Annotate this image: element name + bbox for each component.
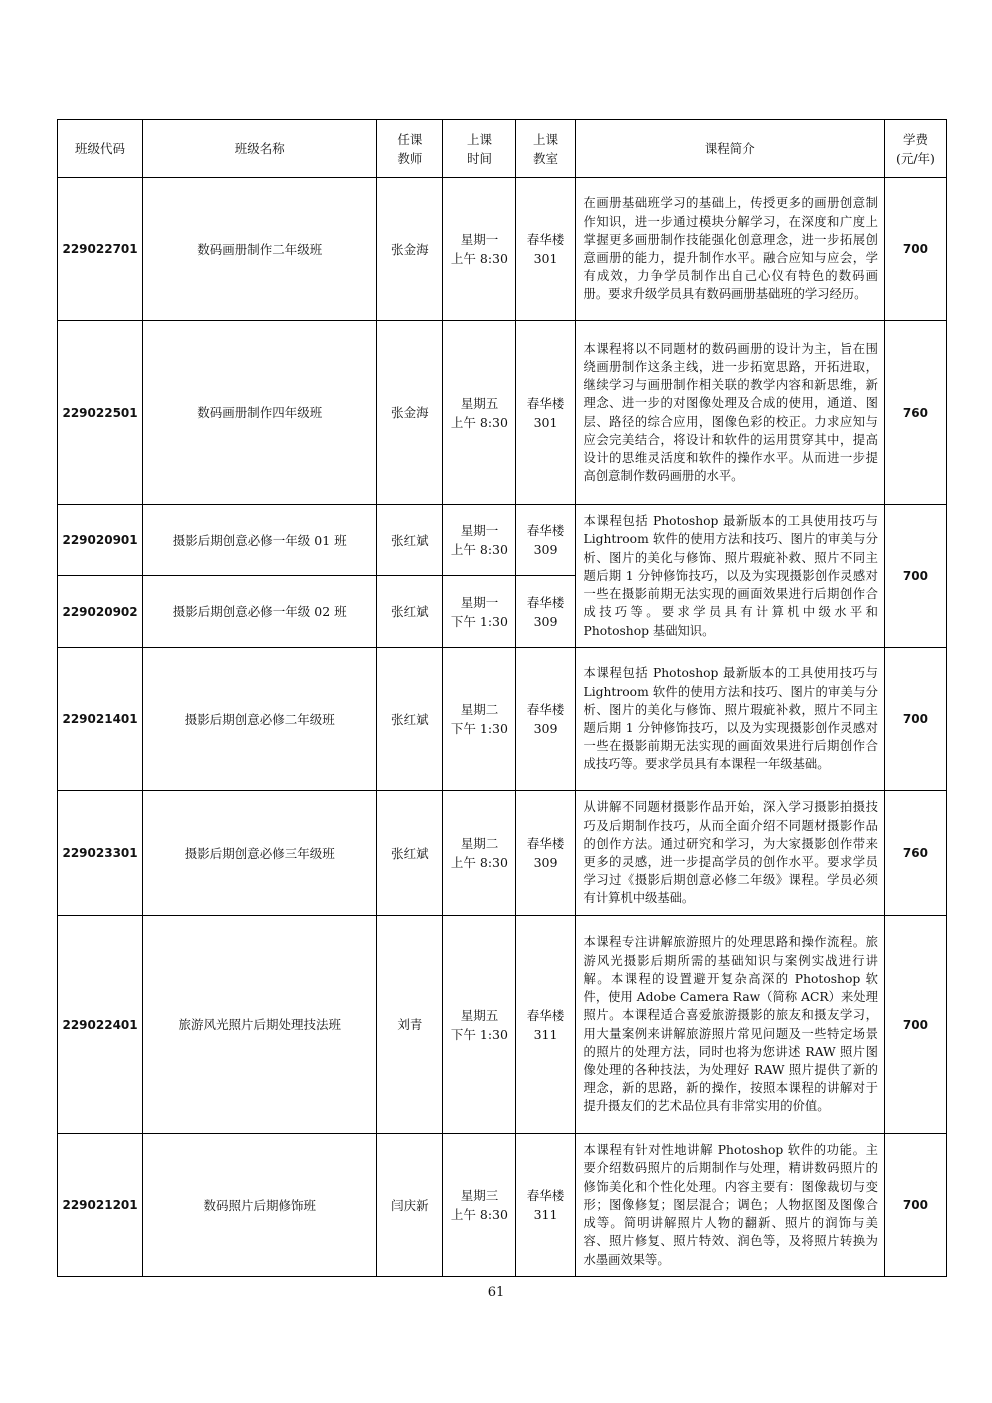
course-intro: 在画册基础班学习的基础上，传授更多的画册创意制作知识，进一步通过模块分解学习，在深度和广度上掌握更多画册制作技能强化创意理念，进一步拓展创意画册的能力，提升制作水平。融合应知与应会，学有成效，力争学员制作出自己心仪有特色的数码画册。要求升级学员具有数码画册基础班的学习经历。 [575, 178, 884, 321]
course-intro: 本课程专注讲解旅游照片的处理思路和操作流程。旅游风光摄影后期所需的基础知识与案例实战进行讲解。本课程的设置避开复杂高深的 Photoshop 软件，使用 Adobe Camera Raw（简称 ACR）来处理照片。本课程适合喜爱旅游摄影的旅友和摄友学习，用大量案例来讲解旅游照片常见问题及一些特定场景的照片的处理方法，同时也将为您讲述 RAW 照片图像处理的各种技法，为处理好 RAW 照片提供了新的理念，新的思路，新的操作，按照本课程的讲解对于提升摄友们的艺术品位具有非常实用的价值。 [575, 916, 884, 1134]
table-row [58, 791, 947, 916]
class-name: 摄影后期创意必修三年级班 [143, 791, 377, 916]
table-row [58, 321, 947, 505]
course-intro: 本课程包括 Photoshop 最新版本的工具使用技巧与 Lightroom 软件的使用方法和技巧、图片的审美与分析、图片的美化与修饰、照片瑕疵补救，照片不同主题后期 1 分钟修饰技巧，以及为实现摄影创作灵感对一些在摄影前期无法实现的画面效果进行后期创作合成技巧等。要求学员具有本课程一年级基础。 [575, 648, 884, 791]
teacher: 闫庆新 [377, 1134, 443, 1277]
header-intro: 课程简介 [575, 120, 884, 178]
header-row [58, 120, 947, 178]
course-intro: 本课程包括 Photoshop 最新版本的工具使用技巧与 Lightroom 软件的使用方法和技巧、图片的审美与分析、图片的美化与修饰、照片瑕疵补救、照片不同主题后期 1 分钟修饰技巧，以及为实现摄影创作灵感对一些在摄影前期无法实现的画面效果进行后期创作合成技巧等。要求学员具有计算机中级水平和 Photoshop 基础知识。 [575, 505, 884, 648]
class-time: 星期一 上午 8:30 [443, 178, 516, 321]
teacher: 刘青 [377, 916, 443, 1134]
tuition-fee: 700 [884, 916, 946, 1134]
table-row [58, 505, 947, 576]
teacher: 张红斌 [377, 791, 443, 916]
class-name: 摄影后期创意必修一年级 01 班 [143, 505, 377, 576]
class-code: 229023301 [58, 791, 143, 916]
classroom: 春华楼 309 [516, 505, 575, 576]
course-table [57, 119, 947, 1277]
table-row [58, 648, 947, 791]
classroom: 春华楼 309 [516, 576, 575, 648]
tuition-fee: 700 [884, 178, 946, 321]
header-teacher: 任课 教师 [377, 120, 443, 178]
class-time: 星期五 上午 8:30 [443, 321, 516, 505]
course-intro: 本课程将以不同题材的数码画册的设计为主，旨在围绕画册制作这条主线，进一步拓宽思路，开拓进取，继续学习与画册制作相关联的教学内容和新思维，新理念、进一步的对图像处理及合成的使用，通道、图层、路径的综合应用，图像色彩的校正。力求应知与应会完美结合，将设计和软件的运用贯穿其中，提高设计的思维灵活度和软件的操作水平。从而进一步提高创意制作数码画册的水平。 [575, 321, 884, 505]
class-name: 数码画册制作四年级班 [143, 321, 377, 505]
classroom: 春华楼 309 [516, 791, 575, 916]
tuition-fee: 760 [884, 321, 946, 505]
teacher: 张红斌 [377, 576, 443, 648]
teacher: 张红斌 [377, 648, 443, 791]
class-code: 229022401 [58, 916, 143, 1134]
header-fee: 学费 (元/年) [884, 120, 946, 178]
class-code: 229021201 [58, 1134, 143, 1277]
tuition-fee: 760 [884, 791, 946, 916]
class-time: 星期一 下午 1:30 [443, 576, 516, 648]
class-time: 星期五 下午 1:30 [443, 916, 516, 1134]
header-room: 上课 教室 [516, 120, 575, 178]
page-number: 61 [487, 1285, 505, 1300]
header-name: 班级名称 [143, 120, 377, 178]
teacher: 张金海 [377, 178, 443, 321]
classroom: 春华楼 301 [516, 321, 575, 505]
class-name: 数码照片后期修饰班 [143, 1134, 377, 1277]
class-time: 星期三 上午 8:30 [443, 1134, 516, 1277]
tuition-fee: 700 [884, 1134, 946, 1277]
course-intro: 本课程有针对性地讲解 Photoshop 软件的功能。主要介绍数码照片的后期制作与处理，精讲数码照片的修饰美化和个性化处理。内容主要有：图像裁切与变形；图像修复；图层混合；调色；人物抠图及图像合成等。简明讲解照片人物的翻新、照片的润饰与美容、照片修复、照片特效、润色等，及将照片转换为水墨画效果等。 [575, 1134, 884, 1277]
classroom: 春华楼 311 [516, 1134, 575, 1277]
table-row [58, 178, 947, 321]
table-row [58, 1134, 947, 1277]
class-code: 229022701 [58, 178, 143, 321]
class-code: 229022501 [58, 321, 143, 505]
class-code: 229020901 [58, 505, 143, 576]
teacher: 张金海 [377, 321, 443, 505]
tuition-fee: 700 [884, 648, 946, 791]
tuition-fee: 700 [884, 505, 946, 648]
class-name: 摄影后期创意必修一年级 02 班 [143, 576, 377, 648]
class-name: 数码画册制作二年级班 [143, 178, 377, 321]
table-row [58, 916, 947, 1134]
class-code: 229021401 [58, 648, 143, 791]
class-name: 旅游风光照片后期处理技法班 [143, 916, 377, 1134]
header-code: 班级代码 [58, 120, 143, 178]
class-time: 星期一 上午 8:30 [443, 505, 516, 576]
course-intro: 从讲解不同题材摄影作品开始，深入学习摄影拍摄技巧及后期制作技巧，从而全面介绍不同题材摄影作品的创作方法。通过研究和学习，为大家摄影创作带来更多的灵感，进一步提高学员的创作水平。要求学员学习过《摄影后期创意必修二年级》课程。学员必须有计算机中级基础。 [575, 791, 884, 916]
class-name: 摄影后期创意必修二年级班 [143, 648, 377, 791]
teacher: 张红斌 [377, 505, 443, 576]
class-time: 星期二 下午 1:30 [443, 648, 516, 791]
header-time: 上课 时间 [443, 120, 516, 178]
classroom: 春华楼 309 [516, 648, 575, 791]
classroom: 春华楼 301 [516, 178, 575, 321]
classroom: 春华楼 311 [516, 916, 575, 1134]
class-code: 229020902 [58, 576, 143, 648]
class-time: 星期二 上午 8:30 [443, 791, 516, 916]
